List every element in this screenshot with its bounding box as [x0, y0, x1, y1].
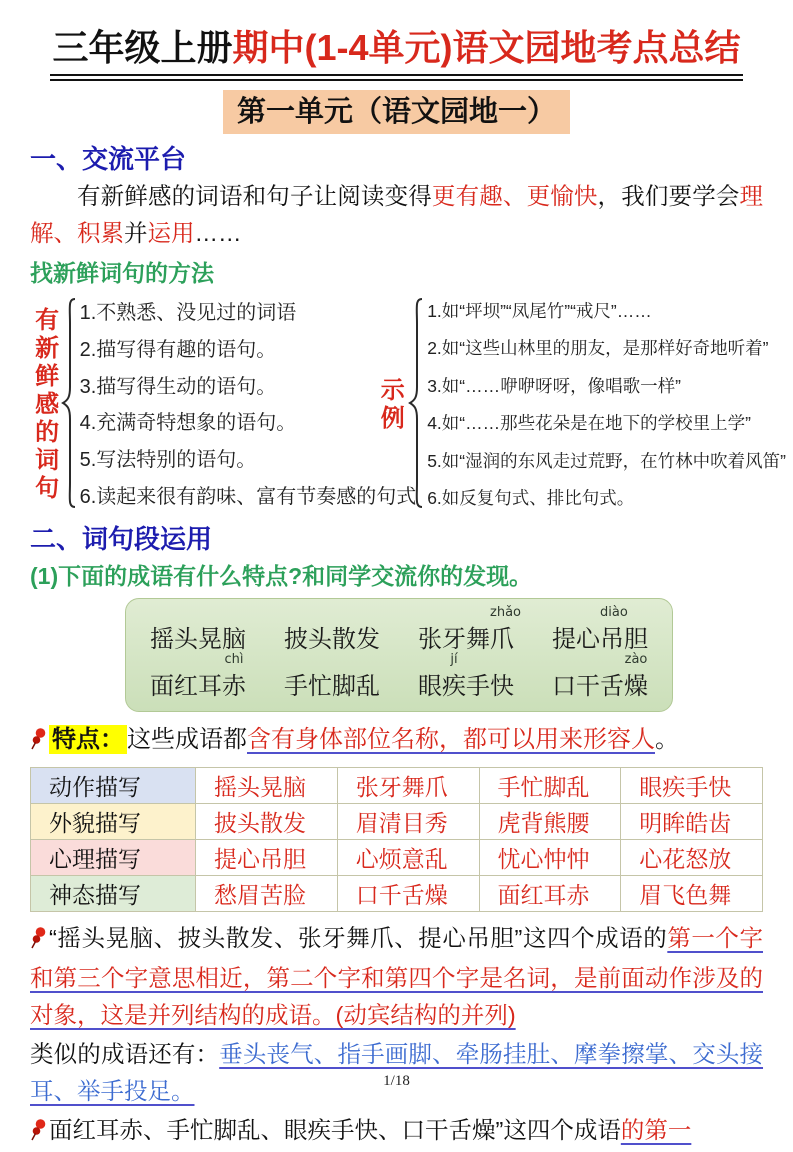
diagram-left-label: 有新鲜感的词句: [30, 307, 58, 504]
pushpin-icon: [30, 923, 46, 960]
idiom-cell: 心烦意乱: [337, 839, 479, 875]
subtitle-block: [30, 90, 763, 134]
text-segment: 的第一: [620, 1116, 692, 1143]
pinyin-label: zào: [624, 651, 648, 667]
table-row: [31, 767, 763, 803]
table-row: [31, 839, 763, 875]
list-item: 5.如“湿润的东风走过荒野，在竹林中吹着风笛”: [427, 450, 786, 471]
category-label-cell: 动作描写: [31, 767, 196, 803]
text-segment: 特点：: [49, 725, 127, 754]
idiom-cell: 口千舌燥: [337, 875, 479, 911]
idiom-word: 张牙舞爪 zhǎo: [418, 604, 521, 653]
pinyin-label: zhǎo: [490, 604, 521, 620]
example-label: 示例: [376, 377, 404, 434]
text-segment: 并: [124, 219, 148, 246]
category-label-cell: 外貌描写: [31, 803, 196, 839]
method-heading: 找新鲜词句的方法: [30, 259, 214, 286]
title-exam-part: 期中(1-4单元)语文园地考点总结: [232, 27, 741, 68]
list-item: 1.不熟悉、没见过的词语: [79, 302, 297, 325]
right-brace-icon: [408, 297, 424, 514]
question-1: (1)下面的成语有什么特点?和同学交流你的发现。: [30, 562, 533, 589]
idiom-cell: 眉清目秀: [337, 803, 479, 839]
text-segment: 更有趣、更愉快: [431, 182, 598, 209]
freshness-diagram: [30, 297, 786, 514]
list-item: 3.描写得生动的语句。: [79, 375, 277, 398]
text-segment: 垂头丧气、指手画脚、牵肠挂肚、摩拳擦掌、交头接耳、举手投足。: [30, 1040, 764, 1104]
idiom-word: 摇头晃脑: [150, 625, 246, 653]
idiom-word: 披头散发: [284, 625, 380, 653]
text-segment: “摇头晃脑、披头散发、张牙舞爪、提心吊胆”这四个成语的: [49, 924, 668, 951]
idiom-word: 提心吊胆 diào: [552, 604, 648, 653]
idiom-cell: 明眸皓齿: [621, 803, 763, 839]
text-segment: 面红耳赤、手忙脚乱、眼疾手快、口干舌燥”这四个成语: [49, 1116, 621, 1143]
idiom-cell: 面红耳赤: [479, 875, 621, 911]
idiom-cell: 虎背熊腰: [479, 803, 621, 839]
idiom-table-body: [31, 767, 763, 911]
idiom-cell: 张牙舞爪: [337, 767, 479, 803]
section-heading-usage: 二、词句段运用: [30, 523, 213, 554]
text-segment: 运用: [147, 219, 195, 246]
feature-line: [30, 722, 763, 761]
idiom-word: 眼疾手快 jí: [418, 651, 514, 700]
idiom-cell: 披头散发: [196, 803, 338, 839]
left-brace-icon: [61, 297, 77, 514]
pushpin-icon: [30, 1115, 46, 1152]
idiom-word: 面红耳赤 chì: [150, 651, 246, 700]
list-item: 2.如“这些山林里的朋友，是那样好奇地听着”: [427, 338, 769, 359]
table-row: [31, 803, 763, 839]
idiom-word: 口干舌燥 zào: [552, 651, 648, 700]
idiom-cell: 愁眉苦脸: [196, 875, 338, 911]
title-grade-part: 三年级上册: [52, 27, 233, 68]
idiom-cell: 忧心忡忡: [479, 839, 621, 875]
list-item: 5.写法特别的语句。: [79, 449, 257, 472]
list-item: 4.充满奇特想象的语句。: [79, 412, 297, 435]
pinyin-label: jí: [450, 651, 458, 667]
list-item: 3.如“……咿咿呀呀，像唱歌一样”: [427, 375, 681, 396]
idiom-row: [150, 651, 648, 701]
text-segment: 。: [655, 725, 679, 753]
idiom-cell: 手忙脚乱: [479, 767, 621, 803]
idiom-cell: 眼疾手快: [621, 767, 763, 803]
text-segment: 类似的成语还有：: [30, 1040, 220, 1067]
title-block: [30, 26, 763, 81]
feature-text: [49, 725, 679, 754]
idiom-cell: 眉飞色舞: [621, 875, 763, 911]
text-segment: ，我们要学会: [597, 182, 740, 209]
category-label-cell: 神态描写: [31, 875, 196, 911]
list-item: 6.读起来很有韵味、富有节奏感的句式: [79, 486, 417, 508]
idiom-cell: 心花怒放: [621, 839, 763, 875]
list-item: 2.描写得有趣的语句。: [79, 338, 277, 361]
intro-paragraph: [30, 178, 763, 252]
pinyin-label: diào: [600, 604, 628, 620]
unit-subtitle: 第一单元（语文园地一）: [223, 90, 570, 134]
analysis-paragraph-1: [30, 920, 763, 1034]
section-heading-communication: 一、交流平台: [30, 144, 187, 175]
text-segment: 有新鲜感的词语和句子让阅读变得: [77, 182, 432, 209]
page-number: 1/18: [383, 1073, 410, 1089]
list-item: 6.如反复句式、排比句式。: [427, 487, 635, 508]
list-item: 1.如“坪坝”“凤尾竹”“戒尺”……: [427, 301, 652, 322]
list-item: 4.如“……那些花朵是在地下的学校里上学”: [427, 413, 751, 434]
idiom-cell: 摇头晃脑: [196, 767, 338, 803]
category-label-cell: 心理描写: [31, 839, 196, 875]
diagram-right-items: [427, 301, 786, 509]
idiom-box: [125, 598, 673, 712]
text-segment: ……: [194, 219, 242, 246]
pushpin-icon: [30, 725, 46, 761]
text-segment: 理解、积累: [30, 182, 764, 246]
idiom-category-table: [30, 767, 763, 912]
text-segment: 这些成语都: [127, 725, 247, 753]
analysis-2-text: [49, 1117, 691, 1143]
text-segment: 第一个字和第三个字意思相近，第二个字和第四个字是名词，是前面动作涉及的对象，这是并列结构的成语。(动宾结构的并列): [30, 924, 763, 1028]
table-row: [31, 875, 763, 911]
pinyin-label: chì: [224, 651, 244, 667]
analysis-1-text: [30, 925, 763, 1028]
idiom-word: 手忙脚乱: [284, 672, 380, 700]
idiom-cell: 提心吊胆: [196, 839, 338, 875]
page-title: [50, 26, 742, 81]
idiom-row: [150, 604, 648, 654]
analysis-paragraph-2: [30, 1112, 763, 1152]
text-segment: 含有身体部位名称，都可以用来形容人: [247, 725, 655, 753]
